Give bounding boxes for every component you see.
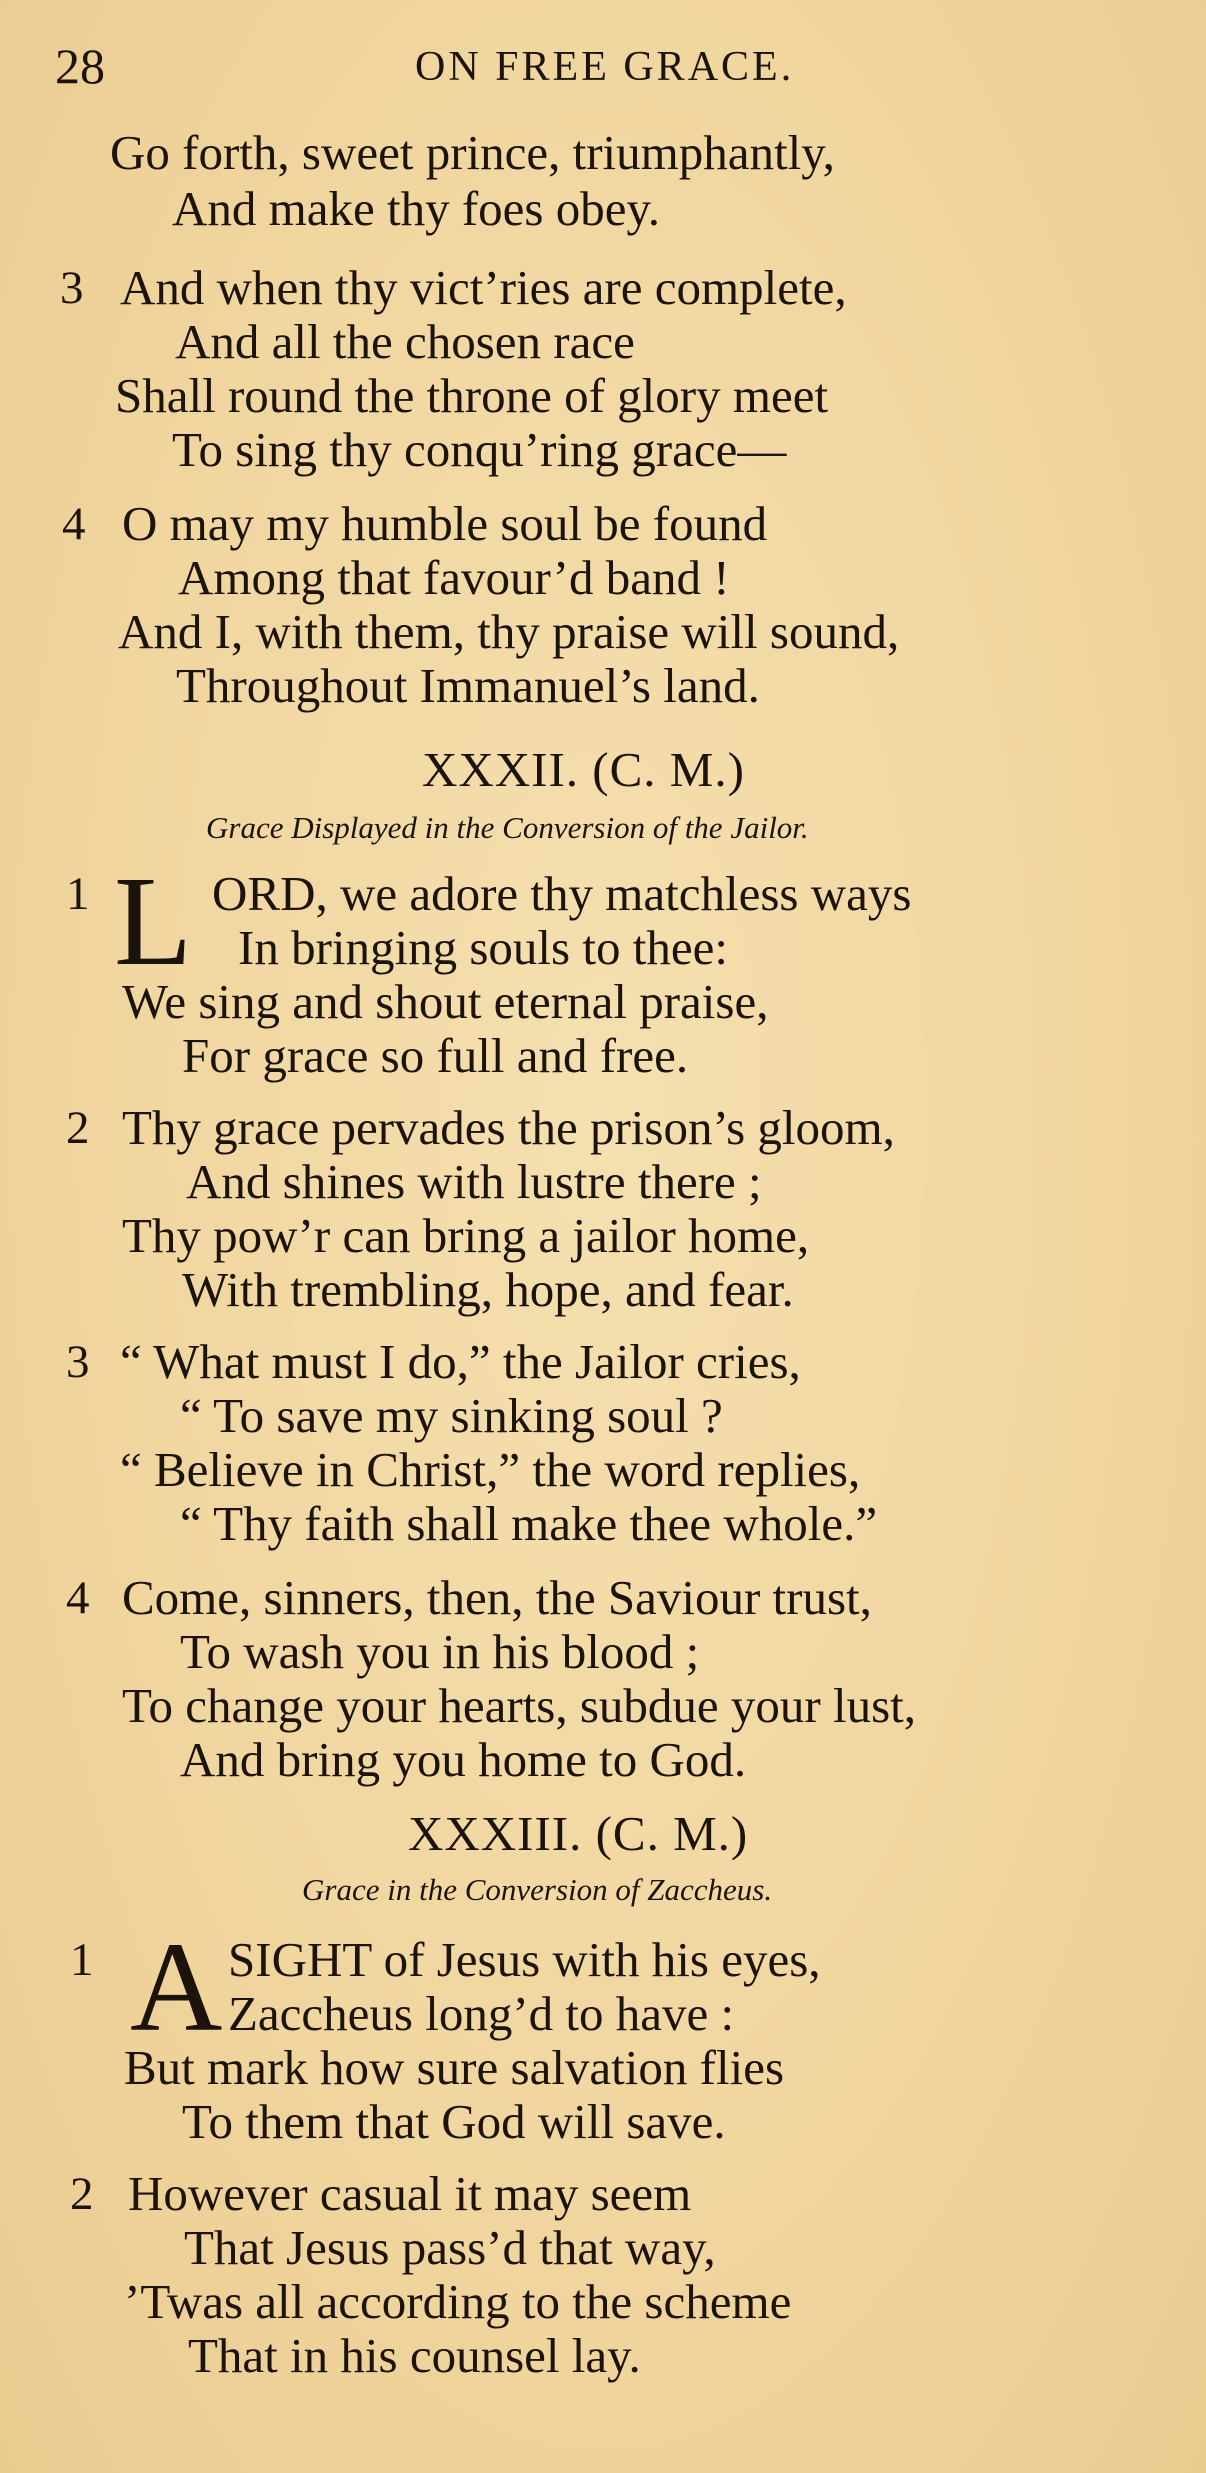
hymn-line: With trembling, hope, and fear. bbox=[182, 1262, 794, 1317]
hymn-subtitle: Grace in the Conversion of Zaccheus. bbox=[302, 1872, 773, 1907]
hymn-line: And make thy foes obey. bbox=[172, 181, 661, 236]
page-number: 28 bbox=[55, 38, 105, 94]
hymn-line: Come, sinners, then, the Saviour trust, bbox=[122, 1570, 872, 1625]
hymn-line: O may my humble soul be found bbox=[122, 496, 768, 551]
hymn-line: To them that God will save. bbox=[182, 2094, 726, 2149]
running-title: ON FREE GRACE. bbox=[415, 44, 795, 90]
verse-number: 3 bbox=[66, 1336, 90, 1388]
hymn-line: That in his counsel lay. bbox=[188, 2328, 641, 2383]
hymn-line: And all the chosen race bbox=[175, 314, 635, 369]
hymn-line: And bring you home to God. bbox=[180, 1732, 747, 1787]
hymn-line: To sing thy conqu’ring grace— bbox=[172, 422, 787, 477]
drop-cap: L bbox=[114, 850, 193, 992]
hymn-line: And when thy vict’ries are complete, bbox=[120, 260, 847, 315]
hymn-line: “ Thy faith shall make thee whole.” bbox=[180, 1496, 878, 1551]
hymn-line: And I, with them, thy praise will sound, bbox=[118, 604, 900, 659]
hymn-line: Go forth, sweet prince, triumphantly, bbox=[110, 125, 835, 180]
hymn-line: “ What must I do,” the Jailor cries, bbox=[120, 1334, 801, 1389]
hymn-line: Thy grace pervades the prison’s gloom, bbox=[122, 1100, 895, 1155]
hymn-line: And shines with lustre there ; bbox=[186, 1154, 762, 1209]
verse-number: 2 bbox=[70, 2168, 94, 2220]
hymn-line: To wash you in his blood ; bbox=[180, 1624, 700, 1679]
hymn-line: Zaccheus long’d to have : bbox=[228, 1986, 735, 2041]
hymn-line: Throughout Immanuel’s land. bbox=[176, 658, 760, 713]
hymn-line: ’Twas all according to the scheme bbox=[124, 2274, 792, 2329]
hymn-title: XXXIII. (C. M.) bbox=[408, 1806, 749, 1861]
hymn-line: “ Believe in Christ,” the word replies, bbox=[120, 1442, 861, 1497]
hymn-line: Among that favour’d band ! bbox=[178, 550, 730, 605]
hymn-line: However casual it may seem bbox=[128, 2166, 692, 2221]
hymn-line: We sing and shout eternal praise, bbox=[122, 974, 769, 1029]
running-header bbox=[55, 36, 1155, 96]
hymn-line: Shall round the throne of glory meet bbox=[115, 368, 829, 423]
hymn-title: XXXII. (C. M.) bbox=[422, 742, 745, 797]
drop-cap: A bbox=[130, 1916, 223, 2058]
hymn-line: But mark how sure salvation flies bbox=[124, 2040, 785, 2095]
hymn-line: That Jesus pass’d that way, bbox=[184, 2220, 716, 2275]
verse-number: 1 bbox=[66, 868, 90, 920]
hymn-subtitle: Grace Displayed in the Conversion of the Jailor. bbox=[206, 810, 809, 845]
hymn-line: In bringing souls to thee: bbox=[238, 920, 728, 975]
hymn-line: ORD, we adore thy matchless ways bbox=[212, 866, 912, 921]
hymn-line: For grace so full and free. bbox=[182, 1028, 689, 1083]
verse-number: 3 bbox=[60, 262, 84, 314]
hymn-line: Thy pow’r can bring a jailor home, bbox=[122, 1208, 810, 1263]
verse-number: 4 bbox=[62, 498, 86, 550]
verse-number: 4 bbox=[66, 1572, 90, 1624]
hymn-line: To change your hearts, subdue your lust, bbox=[122, 1678, 917, 1733]
hymn-line: “ To save my sinking soul ? bbox=[180, 1388, 723, 1443]
verse-number: 1 bbox=[70, 1934, 94, 1986]
hymn-line: SIGHT of Jesus with his eyes, bbox=[228, 1932, 821, 1987]
verse-number: 2 bbox=[66, 1102, 90, 1154]
